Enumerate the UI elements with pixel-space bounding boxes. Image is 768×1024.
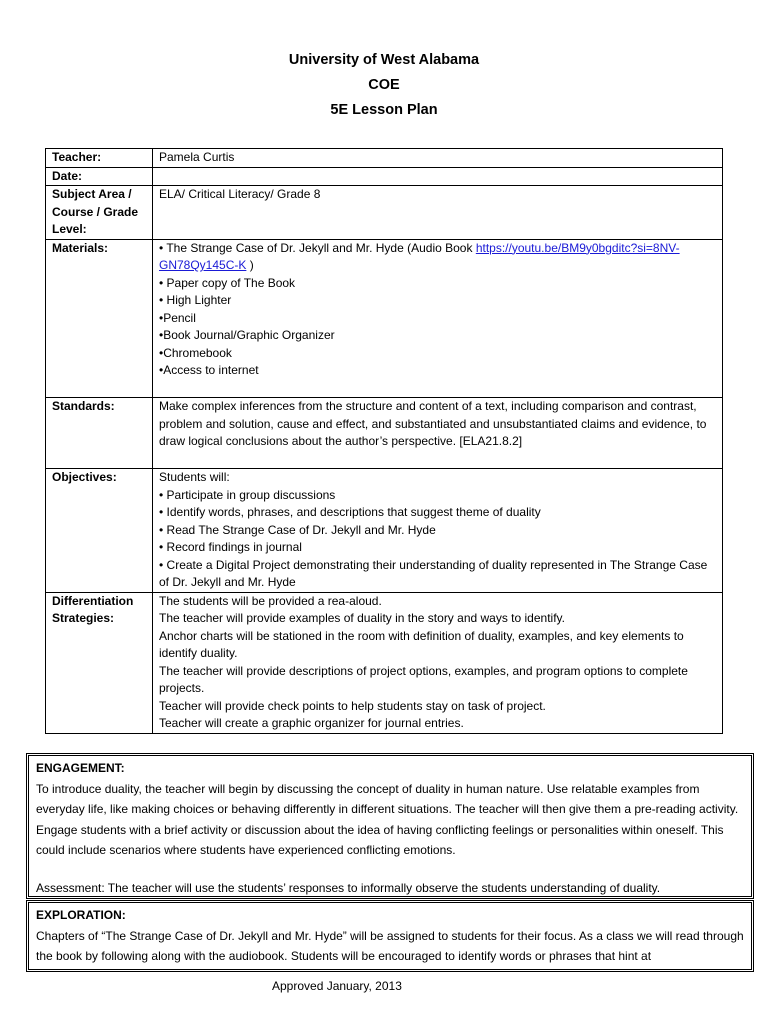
exploration-title: EXPLORATION:	[36, 908, 126, 922]
standards-label: Standards:	[46, 398, 153, 469]
differentiation-value	[153, 592, 723, 733]
differentiation-label: Differentiation Strategies:	[46, 592, 153, 733]
blank-line	[159, 451, 716, 469]
objective-item: • Create a Digital Project demonstrating their understanding of duality represented in The Strange Case of Dr. Jekyll and Mr. Hyde	[159, 557, 708, 589]
exploration-body: Chapters of “The Strange Case of Dr. Jekyll and Mr. Hyde” will be assigned to students for their focus. As a class we will read through the book by following along with the audiobook. Students will be encouraged to identify words or phrases that hint at	[36, 928, 744, 963]
blank-line	[36, 861, 744, 879]
objectives-label: Objectives:	[46, 469, 153, 593]
plan-title: 5E Lesson Plan	[330, 102, 438, 118]
engagement-body: To introduce duality, the teacher will begin by discussing the concept of duality in human nature. Use relatable examples from everyday life, like making choices or behaving differently in different situations. The teacher will then give them a pre-reading activity. Engage students with a brief activity or discussion about the idea of having conflicting feelings or personalities within oneself. This could include scenarios where students have experienced conflicting emotions.	[36, 781, 739, 857]
objectives-intro: Students will:	[159, 470, 230, 484]
differentiation-item: Anchor charts will be stationed in the room with definition of duality, examples, and key elements to identify duality.	[159, 628, 684, 660]
materials-row	[46, 239, 723, 398]
date-value	[153, 167, 723, 186]
objective-item: • Identify words, phrases, and descriptions that suggest theme of duality	[159, 505, 541, 519]
differentiation-item: The teacher will provide descriptions of project options, examples, and program options to complete projects.	[159, 663, 688, 695]
objectives-value	[153, 469, 723, 593]
materials-item: •Access to internet	[159, 363, 259, 377]
teacher-row	[46, 149, 723, 168]
objectives-row	[46, 469, 723, 593]
materials-item: •Chromebook	[159, 345, 232, 360]
objective-item: • Participate in group discussions	[159, 487, 336, 502]
university-name: University of West Alabama	[288, 52, 480, 68]
standards-row	[46, 398, 723, 469]
differentiation-item: The teacher will provide examples of duality in the story and ways to identify.	[159, 611, 565, 625]
exploration-section	[26, 900, 754, 972]
standards-value	[153, 398, 723, 469]
materials-item	[159, 240, 716, 275]
teacher-label: Teacher:	[46, 149, 153, 168]
materials-item: •Book Journal/Graphic Organizer	[159, 328, 335, 342]
differentiation-item: The students will be provided a rea-aloud.	[159, 593, 382, 608]
subject-row	[46, 186, 723, 240]
college-name: COE	[368, 77, 400, 93]
materials-item: • Paper copy of The Book	[159, 275, 296, 290]
date-label: Date:	[46, 167, 153, 186]
materials-item: • High Lighter	[159, 293, 232, 307]
document-header	[0, 48, 768, 123]
subject-label: Subject Area / Course / Grade Level:	[46, 186, 153, 240]
differentiation-item: Teacher will create a graphic organizer for journal entries.	[159, 716, 464, 730]
objective-item: • Record findings in journal	[159, 540, 302, 554]
engagement-assessment: Assessment: The teacher will use the students’ responses to informally observe the students understanding of duality.	[36, 881, 661, 895]
subject-value: ELA/ Critical Literacy/ Grade 8	[153, 186, 723, 240]
date-row	[46, 167, 723, 186]
blank-line	[159, 380, 716, 398]
materials-label: Materials:	[46, 239, 153, 398]
differentiation-item: Teacher will provide check points to help students stay on task of project.	[159, 698, 546, 713]
materials-audiobook-text: • The Strange Case of Dr. Jekyll and Mr. Hyde (Audio Book	[159, 240, 476, 255]
approval-footer: Approved January, 2013	[272, 979, 402, 993]
materials-audiobook-close: )	[246, 258, 254, 272]
materials-item: •Pencil	[159, 310, 196, 325]
differentiation-row	[46, 592, 723, 733]
lesson-info-table	[45, 148, 723, 734]
audiobook-link[interactable]: https://youtu.be/BM9y0bgditc?si=8NV-GN78Qy145C-K	[159, 240, 680, 272]
teacher-value: Pamela Curtis	[153, 149, 723, 168]
engagement-section	[26, 753, 754, 899]
standards-text: Make complex inferences from the structure and content of a text, including comparison and contrast, problem and solution, cause and effect, and substantiated and unsubstantiated claims and evidence, to draw logical conclusions about the author’s perspective. [ELA21.8.2]	[159, 399, 707, 448]
materials-value	[153, 239, 723, 398]
engagement-title: ENGAGEMENT:	[36, 761, 125, 775]
objective-item: • Read The Strange Case of Dr. Jekyll and Mr. Hyde	[159, 522, 436, 537]
